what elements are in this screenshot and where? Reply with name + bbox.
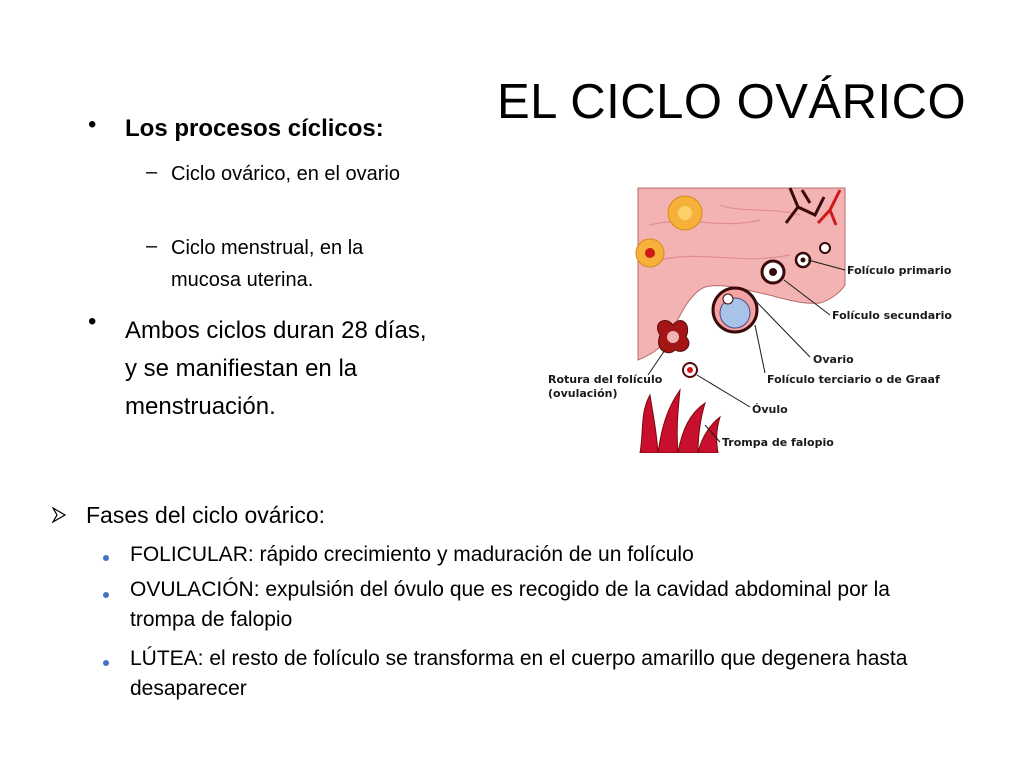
label-ovulacion: (ovulación) <box>548 387 618 400</box>
arrow-bullet-icon <box>52 507 66 523</box>
ovary-diagram <box>540 185 970 453</box>
phase-lutea: LÚTEA: el resto de folículo se transforma en el cuerpo amarillo que degenera hasta desaparecer <box>130 647 908 700</box>
label-trompa: Trompa de falopio <box>722 436 834 449</box>
dash-icon: – <box>146 235 158 257</box>
label-terciario: Folículo terciario o de Graaf <box>767 373 940 386</box>
sub-ciclo-menstrual: Ciclo menstrual, en la mucosa uterina. <box>171 237 364 291</box>
dash-icon: – <box>146 161 158 183</box>
bullet-icon: • <box>88 111 97 138</box>
bullet-ambos-ciclos: Ambos ciclos duran 28 días, y se manifiestan en la menstruación. <box>125 317 427 420</box>
follicle-graaf-ovum <box>723 294 733 304</box>
bullet-dot-icon <box>103 555 109 561</box>
follicle-small-1 <box>820 243 830 253</box>
corpus-luteum-core <box>645 248 655 258</box>
bullet-dot-icon <box>103 660 109 666</box>
label-primario: Folículo primario <box>847 264 952 277</box>
label-secundario: Folículo secundario <box>832 309 952 322</box>
bullet-dot-icon <box>103 592 109 598</box>
released-ovum-core <box>687 367 693 373</box>
follicle-secondary-core <box>769 268 777 276</box>
corpus-luteum-center <box>678 206 692 220</box>
phases-heading: Fases del ciclo ovárico: <box>86 502 326 528</box>
label-ovario: Ovario <box>813 353 854 366</box>
label-rotura: Rotura del folículo <box>548 373 663 386</box>
label-ovulo: Óvulo <box>752 403 788 416</box>
sub-ciclo-ovarico: Ciclo ovárico, en el ovario <box>171 163 400 185</box>
slide-title: EL CICLO OVÁRICO <box>497 75 967 129</box>
phase-ovulacion: OVULACIÓN: expulsión del óvulo que es recogido de la cavidad abdominal por la trompa de falopio <box>130 578 890 631</box>
ruptured-follicle-center <box>667 331 679 343</box>
follicle-primary-core <box>801 258 806 263</box>
fallopian-fimbriae <box>640 390 720 453</box>
bullet-icon: • <box>88 308 97 335</box>
phase-folicular: FOLICULAR: rápido crecimiento y maduración de un folículo <box>130 543 694 566</box>
bullet-procesos: Los procesos cíclicos: <box>125 115 384 142</box>
